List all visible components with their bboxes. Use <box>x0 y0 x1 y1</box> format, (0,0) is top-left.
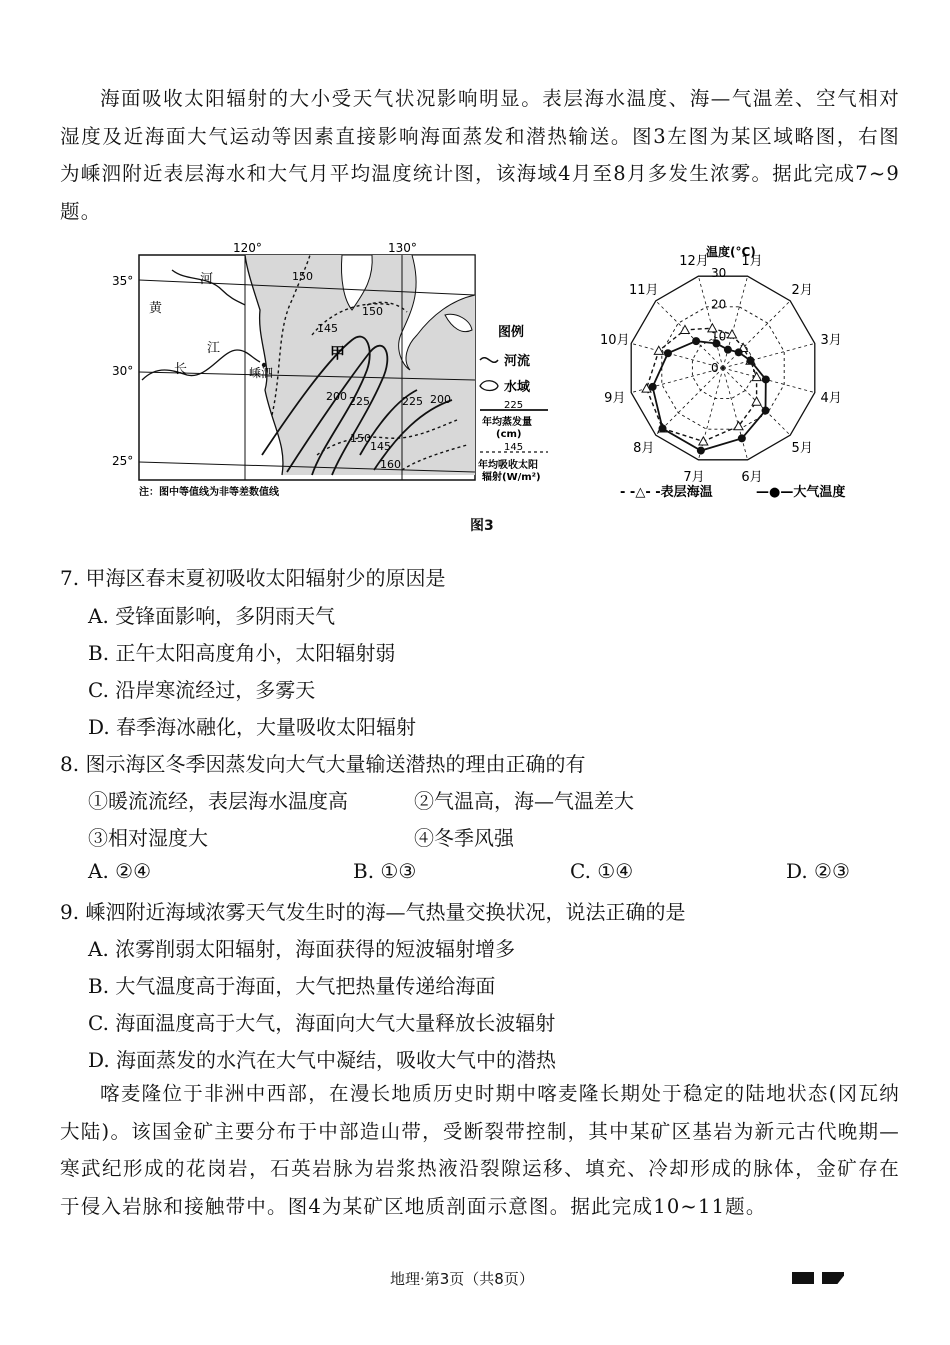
map-note: 注：图中等值线为非等差数值线 <box>139 487 279 498</box>
place-he: 河 <box>200 272 214 287</box>
q8-item-4: ④冬季风强 <box>414 826 514 850</box>
radar-point-air <box>724 346 732 354</box>
region-map <box>112 240 552 505</box>
radar-spoke <box>698 276 723 368</box>
radar-point-air <box>697 447 705 455</box>
radar-month-label: 10月 <box>600 333 630 349</box>
q7-option-c: C. 沿岸寒流经过，多雾天 <box>88 678 316 702</box>
iso-label-8: 150 <box>350 432 371 445</box>
radar-spoke <box>631 343 723 368</box>
page-footer: 地理·第3页（共8页） <box>390 1270 534 1288</box>
radar-point-air <box>762 407 770 415</box>
radar-point-air <box>738 434 746 442</box>
radar-tick-label: 30 <box>711 266 727 280</box>
figure-caption: 图3 <box>470 518 494 534</box>
temperature-radar-chart <box>596 240 876 505</box>
lon-label-120: 120° <box>233 241 262 255</box>
legend-evap-unit: (cm) <box>496 429 522 440</box>
radar-month-label: 8月 <box>633 441 655 457</box>
radar-point-sea <box>728 330 737 338</box>
radar-title: 温度(°C) <box>706 245 756 259</box>
radar-point-sea <box>699 437 708 445</box>
legend-water: 水域 <box>504 380 531 395</box>
radar-month-label: 9月 <box>604 390 626 406</box>
intro-paragraph-2: 喀麦隆位于非洲中西部，在漫长地质历史时期中喀麦隆长期处于稳定的陆地状态(冈瓦纳大陆)。该国金矿主要分布于中部造山带，受断裂带控制，其中某矿区基岩为新元古代晚期—寒武纪形成的花岗岩，石英岩脉为岩浆热液沿裂隙运移、填充、冷却形成的脉体，金矿存在于侵入岩脉和接触带中。图4为某矿区地质剖面示意图。据此完成10~11题。 <box>60 1082 900 1218</box>
place-jia: 甲 <box>330 344 346 362</box>
radar-legend-sea: - -△- -表层海温 <box>620 485 713 500</box>
q8-stem: 8. 图示海区冬季因蒸发向大气大量输送潜热的理由正确的有 <box>60 752 586 776</box>
iso-label-9: 145 <box>370 440 391 453</box>
radar-tick-label: 20 <box>711 297 727 312</box>
radar-tick-label: 10 <box>711 329 727 344</box>
legend-rad-value: 145 <box>504 442 524 453</box>
legend-title: 图例 <box>498 325 525 340</box>
radar-month-label: 5月 <box>791 441 813 457</box>
radar-point-sea <box>680 325 689 333</box>
q8-option-b: B. ①③ <box>353 859 417 883</box>
radar-point-air <box>659 424 667 432</box>
q7-option-d: D. 春季海冰融化，大量吸收太阳辐射 <box>88 715 417 739</box>
legend-evap-label: 年均蒸发量 <box>482 417 532 428</box>
legend-river: 河流 <box>504 354 531 369</box>
place-huang: 黄 <box>149 301 163 316</box>
radar-month-label: 12月 <box>679 253 709 269</box>
legend-river-symbol <box>480 358 498 363</box>
radar-spoke <box>723 368 748 460</box>
radar-point-air <box>762 375 770 383</box>
q7-option-b: B. 正午太阳高度角小，太阳辐射弱 <box>88 641 396 665</box>
q8-option-c: C. ①④ <box>570 859 634 883</box>
iso-label-1: 150 <box>292 270 313 283</box>
radar-month-label: 1月 <box>741 253 763 269</box>
lat-label-30: 30° <box>112 364 134 378</box>
q7-option-a: A. 受锋面影响，多阴雨天气 <box>88 604 336 628</box>
lat-label-25: 25° <box>112 454 134 468</box>
q9-option-a: A. 浓雾削弱太阳辐射，海面获得的短波辐射增多 <box>88 937 516 961</box>
q9-stem: 9. 嵊泗附近海域浓雾天气发生时的海—气热量交换状况，说法正确的是 <box>60 900 686 924</box>
radar-point-air <box>735 348 743 356</box>
place-shengsi: 嵊泗 <box>249 366 274 380</box>
q9-option-c: C. 海面温度高于大气，海面向大气大量释放长波辐射 <box>88 1011 556 1035</box>
legend-rad-label: 年均吸收太阳 <box>478 460 538 471</box>
radar-month-label: 4月 <box>820 390 842 406</box>
radar-point-air <box>664 349 672 357</box>
q7-stem: 7. 甲海区春末夏初吸收太阳辐射少的原因是 <box>60 566 446 590</box>
legend-water-symbol <box>480 381 498 391</box>
q9-option-b: B. 大气温度高于海面，大气把热量传递给海面 <box>88 974 496 998</box>
page-corner-marks <box>792 1272 848 1286</box>
radar-point-air <box>747 357 755 365</box>
intro-paragraph-1: 海面吸收太阳辐射的大小受天气状况影响明显。表层海水温度、海—气温差、空气相对湿度及近海面大气运动等因素直接影响海面蒸发和潜热输送。图3左图为某区域略图，右图为嵊泗附近表层海水和大气月平均温度统计图，该海域4月至8月多发生浓雾。据此完成7~9题。 <box>60 87 900 223</box>
q8-item-3: ③相对湿度大 <box>88 826 208 850</box>
q9-option-d: D. 海面蒸发的水汽在大气中凝结，吸收大气中的潜热 <box>88 1048 557 1072</box>
radar-month-label: 3月 <box>820 333 842 349</box>
iso-label-7: 200 <box>430 393 451 406</box>
radar-month-label: 7月 <box>683 470 705 486</box>
lon-label-130: 130° <box>388 241 417 255</box>
q8-option-d: D. ②③ <box>786 859 850 883</box>
radar-legend-air: —●—大气温度 <box>756 485 846 500</box>
iso-label-6: 225 <box>402 395 423 408</box>
radar-point-air <box>649 383 657 391</box>
q8-item-1: ①暖流流经，表层海水温度高 <box>88 789 348 813</box>
radar-spoke <box>656 368 723 435</box>
q8-option-a: A. ②④ <box>88 859 152 883</box>
q8-item-2: ②气温高，海—气温差大 <box>414 789 634 813</box>
iso-label-3: 150 <box>362 305 383 318</box>
radar-month-label: 11月 <box>629 282 659 298</box>
radar-point-air <box>692 337 700 345</box>
legend-rad-unit: 辐射(W/m²) <box>482 472 541 483</box>
iso-label-4: 200 <box>326 390 347 403</box>
lat-label-35: 35° <box>112 274 134 288</box>
place-chang: 长 <box>174 362 188 377</box>
place-jiang: 江 <box>207 341 221 356</box>
iso-label-5: 225 <box>349 395 370 408</box>
iso-label-2: 145 <box>317 322 338 335</box>
legend-evap-value: 225 <box>504 400 524 411</box>
radar-month-label: 2月 <box>791 282 813 298</box>
iso-label-10: 160 <box>380 458 401 471</box>
radar-tick-label: 0 <box>711 361 719 375</box>
radar-month-label: 6月 <box>741 470 763 486</box>
